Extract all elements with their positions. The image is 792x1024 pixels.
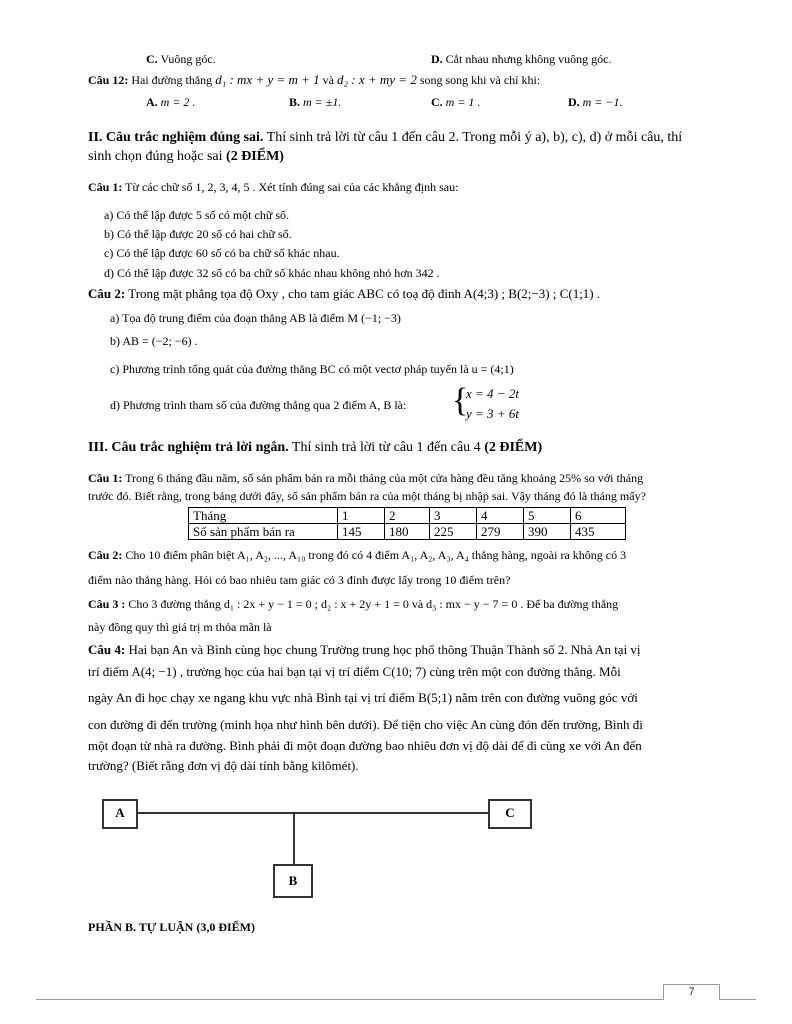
statement-c: c) Có thể lập được 60 số có ba chữ số khác nhau. [104,246,340,260]
question-text: Cho 10 điểm phân biệt A₁, A₂, ..., A₁₀ trong đó có 4 điểm A₁, A₂, A₃, A₄ thẳng hàng, ngoài ra không có 3 [125,548,627,562]
question-text-line3: ngày An đi học chạy xe ngang khu vực nhà Bình tại vị trí điểm B(5;1) nằm trên con đường vuông góc với [88,690,638,705]
table-row [189,524,626,540]
part-3-heading [88,440,542,456]
section-instructions: Thí sinh trả lời từ câu 1 đến câu 2. Trong mỗi ý a), b), c), d) ở mỗi câu, thí [266,130,683,145]
option-label: A. [146,95,158,109]
question-text: Từ các chữ số 1, 2, 3, 4, 5 . Xét tính đúng sai của các khẳng định sau: [125,180,459,194]
point-b-box: B [273,864,313,898]
question-text-line6: trường? (Biết rằng đơn vị độ dài tính bằng kilômét). [88,758,359,773]
section-title: III. Câu trắc nghiệm trả lời ngắn. [88,440,289,455]
statement-a: a) Có thể lập được 5 số có một chữ số. [104,208,289,222]
statement-b: b) AB = (−2; −6) . [110,334,198,348]
table-cell: 180 [385,524,430,540]
q11-option-c [146,52,216,67]
point-c-box: C [488,799,532,829]
question-text: Cho 3 đường thẳng d₁ : 2x + y − 1 = 0 ; d₂ : x + 2y + 1 = 0 và d₃ : mx − y − 7 = 0 . Để ba đường thẳng [128,597,619,611]
question-label: Câu 3 : [88,597,126,611]
option-label: D. [568,95,580,109]
question-text-line2: trí điểm A(4; −1) , trường học của hai bạn tại vị trí điểm C(10; 7) cùng trên một con đường thẳng. Mỗi [88,664,621,679]
table-header-cell: Số sản phẩm bán ra [189,524,338,540]
option-text: Cắt nhau nhưng không vuông góc. [445,52,612,66]
question-text: Trong 6 tháng đầu năm, số sản phẩm bán ra mỗi tháng của một cửa hàng đều tăng khoảng 25% so với tháng [125,471,644,485]
section-points: (2 ĐIỂM) [226,149,284,164]
conjunction: và [322,73,334,87]
question-label: Câu 1: [88,180,123,194]
question-text-line5: một đoạn từ nhà ra đường. Bình phải đi một đoạn đường bao nhiêu đơn vị độ dài để đi cùng xe với An đến [88,738,642,753]
table-cell: 225 [430,524,477,540]
question-text-line2: điểm nào thẳng hàng. Hỏi có bao nhiêu tam giác có 3 đỉnh được lấy trong 10 điểm trên? [88,573,511,587]
option-text: m = ±1. [303,95,342,109]
param-x: x = 4 − 2t [466,386,519,401]
question-label: Câu 2: [88,548,123,562]
q12-option-c [431,95,480,110]
table-cell: 5 [524,508,571,524]
system-brace: { [452,382,469,419]
question-label: Câu 12: [88,73,129,87]
question-12 [88,72,540,88]
table-cell: 145 [338,524,385,540]
question-text-line2: trước đó. Biết rằng, trong bảng dưới đây, số sản phẩm bán ra của một tháng bị nhập sai. Vậy tháng đó là tháng mấy? [88,489,646,503]
question-text-line2: này đồng quy thì giá trị m thỏa mãn là [88,620,272,634]
part-2-question-2 [88,286,600,302]
option-text: m = −1. [582,95,623,109]
option-label: B. [289,95,301,109]
section-points: (2 ĐIỂM) [484,440,543,455]
q11-option-d [431,52,612,67]
option-text: m = 1 . [445,95,481,109]
option-text: m = 2 . [160,95,196,109]
option-label: C. [431,95,443,109]
question-text: Hai bạn An và Bình cùng học chung Trường trung học phổ thông Thuận Thành số 2. Nhà An tại vị [128,642,641,657]
q12-option-a [146,95,195,110]
option-label: C. [146,52,158,66]
part-3-question-3 [88,597,618,612]
sales-table [188,507,626,540]
road-line [134,812,488,814]
table-cell: 4 [477,508,524,524]
page-number: 7 [663,984,720,1000]
param-y: y = 3 + 6t [466,406,519,421]
part-b-heading: PHẦN B. TỰ LUẬN (3,0 ĐIỂM) [88,920,255,934]
table-cell: 390 [524,524,571,540]
q12-option-b [289,95,341,110]
table-cell: 279 [477,524,524,540]
part-3-question-2 [88,548,626,563]
table-header-cell: Tháng [189,508,338,524]
question-label: Câu 4: [88,642,126,657]
section-instructions: Thí sinh trả lời từ câu 1 đến câu 4 [291,440,481,455]
table-cell: 3 [430,508,477,524]
option-label: D. [431,52,443,66]
part-2-heading [88,130,682,146]
question-text: Trong mặt phẳng tọa độ Oxy , cho tam giác ABC có toạ độ đỉnh A(4;3) ; B(2;−3) ; C(1;1) . [128,286,601,301]
q12-option-d [568,95,623,110]
statement-b: b) Có thể lập được 20 số có hai chữ số. [104,227,292,241]
side-road-line [293,812,295,864]
part-2-heading-line2 [88,149,284,165]
equation-d2: d₂ : x + my = 2 [337,72,417,87]
part-2-question-1 [88,180,458,195]
statement-d: d) Có thể lập được 32 số có ba chữ số khác nhau không nhỏ hơn 342 . [104,266,440,280]
table-cell: 6 [571,508,626,524]
part-3-question-4 [88,642,641,658]
question-label: Câu 2: [88,286,126,301]
point-a-box: A [102,799,138,829]
statement-c: c) Phương trình tổng quát của đường thẳng BC có một vectơ pháp tuyến là u = (4;1) [110,362,514,376]
table-cell: 2 [385,508,430,524]
part-3-question-1 [88,471,643,486]
footer-rule [36,999,756,1000]
equation-d1: d₁ : mx + y = m + 1 [215,72,320,87]
statement-d: d) Phương trình tham số của đường thẳng qua 2 điểm A, B là: [110,398,407,412]
table-row [189,508,626,524]
question-text-line4: con đường đi đến trường (minh họa như hình bên dưới). Để tiện cho việc An cùng đón đến trường, Bình đi [88,717,643,732]
section-instructions: sinh chọn đúng hoặc sai [88,149,223,164]
section-title: II. Câu trắc nghiệm đúng sai. [88,130,264,145]
table-cell: 435 [571,524,626,540]
question-text: song song khi và chỉ khi: [419,73,541,87]
statement-a: a) Tọa độ trung điểm của đoạn thẳng AB là điểm M (−1; −3) [110,311,401,325]
table-cell: 1 [338,508,385,524]
question-text: Hai đường thẳng [131,73,213,87]
question-label: Câu 1: [88,471,123,485]
option-text: Vuông góc. [160,52,216,66]
